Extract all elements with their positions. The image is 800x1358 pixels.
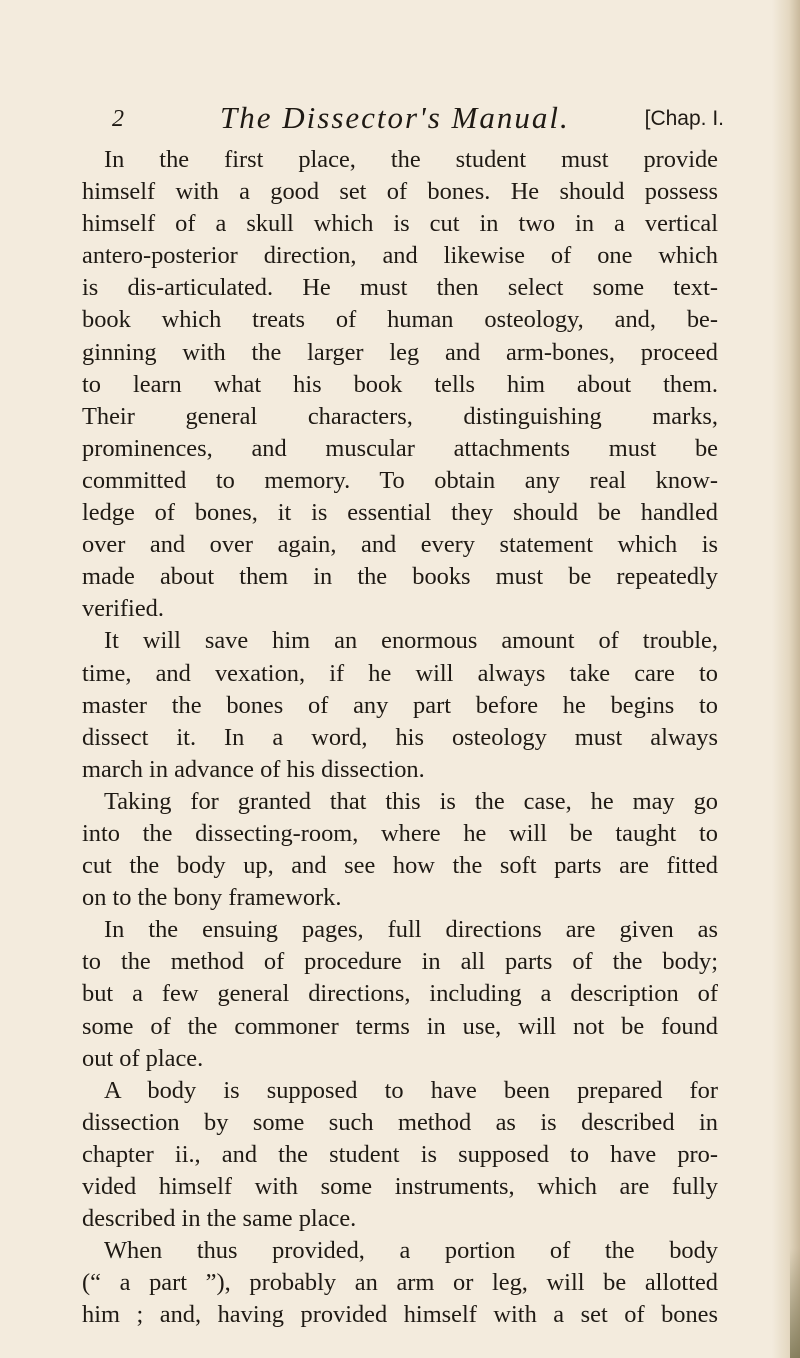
page-edge-stain bbox=[790, 1248, 800, 1358]
text-line: vided himself with some instruments, which are fully bbox=[82, 1173, 718, 1200]
text-line: When thus provided, a portion of the body bbox=[104, 1237, 718, 1265]
text-line: into the dissecting-room, where he will be taught to bbox=[82, 819, 718, 847]
text-line: committed to memory. To obtain any real know- bbox=[82, 466, 718, 494]
book-title: The Dissector's Manual. bbox=[220, 100, 570, 135]
text-line: Taking for granted that this is the case, he may go bbox=[104, 787, 718, 815]
text-line: made about them in the books must be repeatedly bbox=[82, 563, 718, 591]
text-line: him ; and, having provided himself with a set of bones bbox=[82, 1301, 718, 1329]
text-line: master the bones of any part before he begins to bbox=[82, 691, 718, 719]
text-line: prominences, and muscular attachments must be bbox=[82, 434, 718, 462]
text-line: to learn what his book tells him about them. bbox=[82, 370, 718, 398]
text-line: dissection by some such method as is described in bbox=[82, 1108, 718, 1136]
text-line: to the method of procedure in all parts of the body; bbox=[82, 948, 718, 976]
text-line: chapter ii., and the student is supposed to have pro- bbox=[82, 1140, 718, 1168]
running-head bbox=[112, 100, 724, 140]
text-line: is dis-articulated. He must then select some text- bbox=[82, 274, 718, 302]
text-line: In the ensuing pages, full directions are given as bbox=[104, 916, 718, 944]
text-line: In the first place, the student must provide bbox=[104, 146, 718, 173]
text-line: but a few general directions, including a description of bbox=[82, 980, 718, 1008]
text-line: dissect it. In a word, his osteology must always bbox=[82, 723, 718, 751]
text-line: time, and vexation, if he will always take care to bbox=[82, 659, 718, 687]
text-line: described in the same place. bbox=[82, 1205, 357, 1233]
text-line: some of the commoner terms in use, will not be found bbox=[82, 1012, 718, 1040]
text-line: over and over again, and every statement which is bbox=[82, 531, 718, 559]
text-line: book which treats of human osteology, and, be- bbox=[82, 306, 718, 334]
page-number: 2 bbox=[112, 106, 124, 132]
page-edge-shadow bbox=[772, 0, 800, 1358]
text-line: A body is supposed to have been prepared for bbox=[104, 1076, 718, 1104]
text-line: himself with a good set of bones. He should possess bbox=[82, 178, 718, 206]
text-line: ginning with the larger leg and arm-bones, proceed bbox=[82, 338, 718, 366]
text-line: It will save him an enormous amount of trouble, bbox=[104, 627, 718, 655]
text-line: antero-posterior direction, and likewise of one which bbox=[82, 242, 718, 270]
text-line: on to the bony framework. bbox=[82, 884, 342, 912]
body-text bbox=[82, 144, 718, 1331]
text-line: (“ a part ”), probably an arm or leg, will be allotted bbox=[82, 1269, 718, 1297]
text-line: march in advance of his dissection. bbox=[82, 755, 425, 783]
text-line: verified. bbox=[82, 595, 164, 623]
text-line: out of place. bbox=[82, 1044, 204, 1072]
text-line: himself of a skull which is cut in two in a vertical bbox=[82, 210, 718, 238]
text-line: cut the body up, and see how the soft parts are fitted bbox=[82, 852, 718, 880]
chapter-reference: [Chap. I. bbox=[644, 107, 724, 130]
text-line: ledge of bones, it is essential they should be handled bbox=[82, 499, 718, 527]
text-line: Their general characters, distinguishing marks, bbox=[82, 402, 718, 430]
